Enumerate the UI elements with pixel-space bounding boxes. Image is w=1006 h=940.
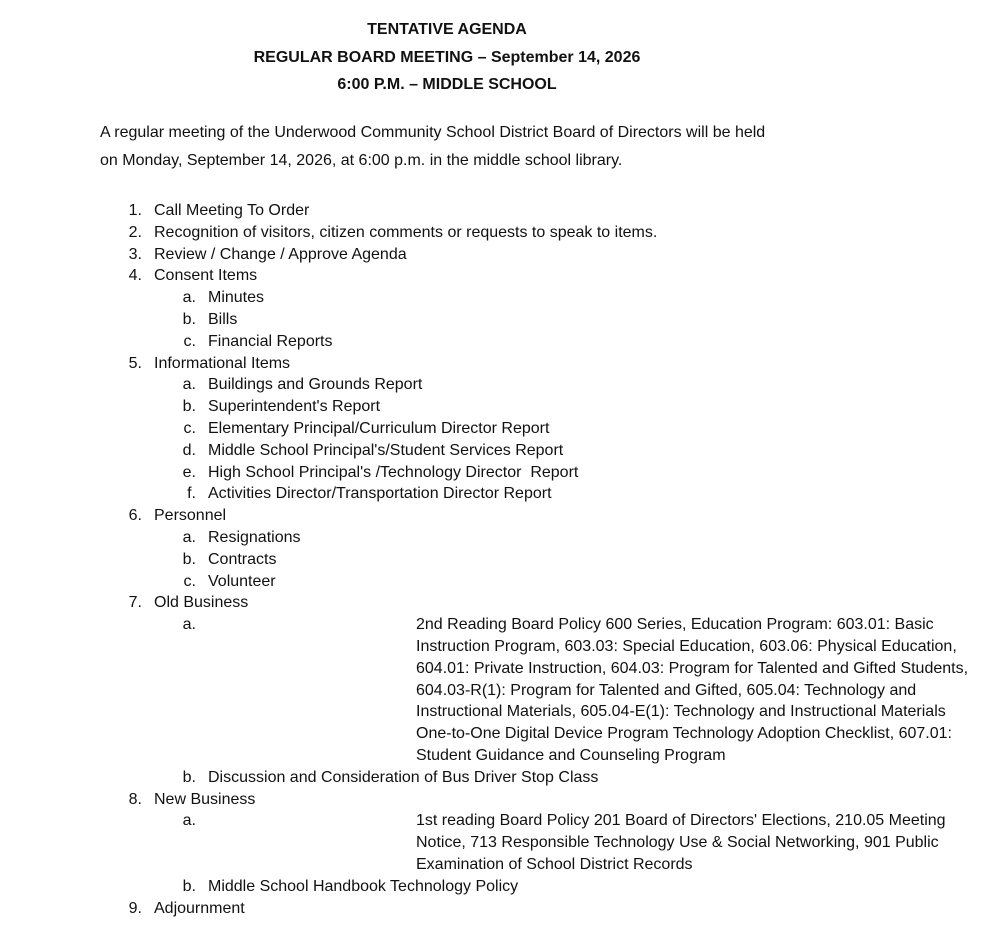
- subitem-text: Middle School Principal's/Student Services Report: [208, 441, 564, 459]
- subitem-letter: a.: [182, 616, 196, 634]
- agenda-item: [0, 505, 894, 527]
- subitem-letter: d.: [182, 441, 196, 459]
- subitem-text: [416, 810, 1006, 875]
- agenda-subitem: [0, 462, 894, 484]
- item-text: Call Meeting To Order: [154, 202, 310, 219]
- item-number: 4.: [128, 267, 142, 285]
- item-number: 1.: [128, 202, 142, 219]
- document-title: TENTATIVE AGENDA: [367, 21, 527, 38]
- subitem-text: [416, 614, 1006, 767]
- subitem-line: 2nd Reading Board Policy 600 Series, Education Program: 603.01: Basic: [416, 616, 934, 634]
- agenda-item: [0, 265, 894, 287]
- agenda-subitem: [0, 810, 946, 875]
- item-text: Review / Change / Approve Agenda: [154, 245, 407, 263]
- subitem-text: Contracts: [208, 550, 277, 568]
- subitem-letter: b.: [182, 877, 196, 895]
- intro-paragraph: [100, 119, 820, 175]
- subitem-line: Notice, 713 Responsible Technology Use & Social Networking, 901 Public: [416, 834, 939, 852]
- item-number: 7.: [128, 594, 142, 612]
- agenda-subitem: [0, 483, 894, 505]
- item-number: 6.: [128, 507, 142, 525]
- subitem-text: Minutes: [208, 289, 265, 307]
- subitem-letter: c.: [183, 332, 196, 350]
- agenda-subitem: [0, 287, 894, 309]
- subitem-letter: b.: [182, 398, 196, 416]
- subitem-text: Financial Reports: [208, 332, 333, 350]
- item-text: Adjournment: [154, 899, 245, 917]
- agenda-subitem: [0, 549, 894, 571]
- subitem-text: Buildings and Grounds Report: [208, 376, 423, 394]
- agenda-subitem: [0, 767, 894, 789]
- agenda-item: [0, 353, 894, 375]
- meeting-heading: REGULAR BOARD MEETING – September 14, 2026: [253, 49, 641, 66]
- subitem-letter: a.: [182, 289, 196, 307]
- agenda-subitem: [0, 876, 894, 898]
- subitem-letter: c.: [183, 419, 196, 437]
- subitem-text: Bills: [208, 310, 238, 328]
- agenda-subitem: [0, 374, 894, 396]
- agenda-item: [0, 222, 894, 244]
- agenda-subitem: [0, 571, 894, 593]
- subitem-text: Discussion and Consideration of Bus Driver Stop Class: [208, 768, 599, 786]
- subitem-letter: b.: [182, 310, 196, 328]
- subitem-letter: a.: [182, 528, 196, 546]
- agenda-subitem: [0, 418, 894, 440]
- intro-line: on Monday, September 14, 2026, at 6:00 p.m. in the middle school library.: [100, 152, 623, 169]
- subitem-text: Middle School Handbook Technology Policy: [208, 877, 519, 895]
- agenda-subitem: [0, 309, 894, 331]
- subitem-line: 604.03-R(1): Program for Talented and Gifted, 605.04: Technology and: [416, 681, 917, 699]
- subitem-letter: c.: [183, 572, 196, 590]
- intro-line: A regular meeting of the Underwood Community School District Board of Directors will be held: [100, 124, 766, 141]
- item-text: Personnel: [154, 507, 227, 525]
- agenda-item: [0, 592, 894, 614]
- agenda-item: [0, 200, 894, 222]
- time-place-heading: 6:00 P.M. – MIDDLE SCHOOL: [337, 76, 557, 93]
- item-text: Recognition of visitors, citizen comments or requests to speak to items.: [154, 223, 658, 241]
- subitem-letter: a.: [182, 812, 196, 830]
- subitem-letter: e.: [182, 463, 196, 481]
- item-text: Informational Items: [154, 354, 291, 372]
- subitem-letter: b.: [182, 550, 196, 568]
- agenda-subitem: [0, 440, 894, 462]
- agenda-subitem: [0, 331, 894, 353]
- subitem-line: Instructional Materials, 605.04-E(1): Technology and Instructional Materials: [416, 703, 946, 721]
- subitem-line: One-to-One Digital Device Program Technology Adoption Checklist, 607.01:: [416, 725, 952, 743]
- agenda-item: [0, 898, 894, 920]
- subitem-letter: f.: [187, 485, 196, 503]
- agenda-item: [0, 244, 894, 266]
- agenda-subitem: [0, 396, 894, 418]
- subitem-text: Volunteer: [208, 572, 276, 590]
- item-number: 3.: [128, 245, 142, 263]
- subitem-line: Student Guidance and Counseling Program: [416, 746, 726, 764]
- item-number: 8.: [128, 790, 142, 808]
- item-number: 5.: [128, 354, 142, 372]
- agenda-subitem: [0, 614, 969, 767]
- subitem-line: Examination of School District Records: [416, 855, 693, 873]
- item-number: 2.: [128, 223, 142, 241]
- agenda-item: [0, 789, 894, 811]
- subitem-text: Superintendent's Report: [208, 398, 381, 416]
- subitem-line: 604.01: Private Instruction, 604.03: Program for Talented and Gifted Students,: [416, 659, 969, 677]
- agenda-subitem: [0, 527, 894, 549]
- item-text: Consent Items: [154, 267, 258, 285]
- subitem-text: High School Principal's /Technology Director Report: [208, 463, 579, 481]
- subitem-text: Activities Director/Transportation Director Report: [208, 485, 552, 503]
- subitem-text: Elementary Principal/Curriculum Director Report: [208, 419, 550, 437]
- subitem-letter: b.: [182, 768, 196, 786]
- item-number: 9.: [128, 899, 142, 917]
- item-text: Old Business: [154, 594, 249, 612]
- agenda-list: [0, 200, 969, 919]
- subitem-text: Resignations: [208, 528, 301, 546]
- subitem-line: Instruction Program, 603.03: Special Education, 603.06: Physical Education,: [416, 637, 957, 655]
- item-text: New Business: [154, 790, 256, 808]
- subitem-letter: a.: [182, 376, 196, 394]
- subitem-line: 1st reading Board Policy 201 Board of Directors' Elections, 210.05 Meeting: [416, 812, 946, 830]
